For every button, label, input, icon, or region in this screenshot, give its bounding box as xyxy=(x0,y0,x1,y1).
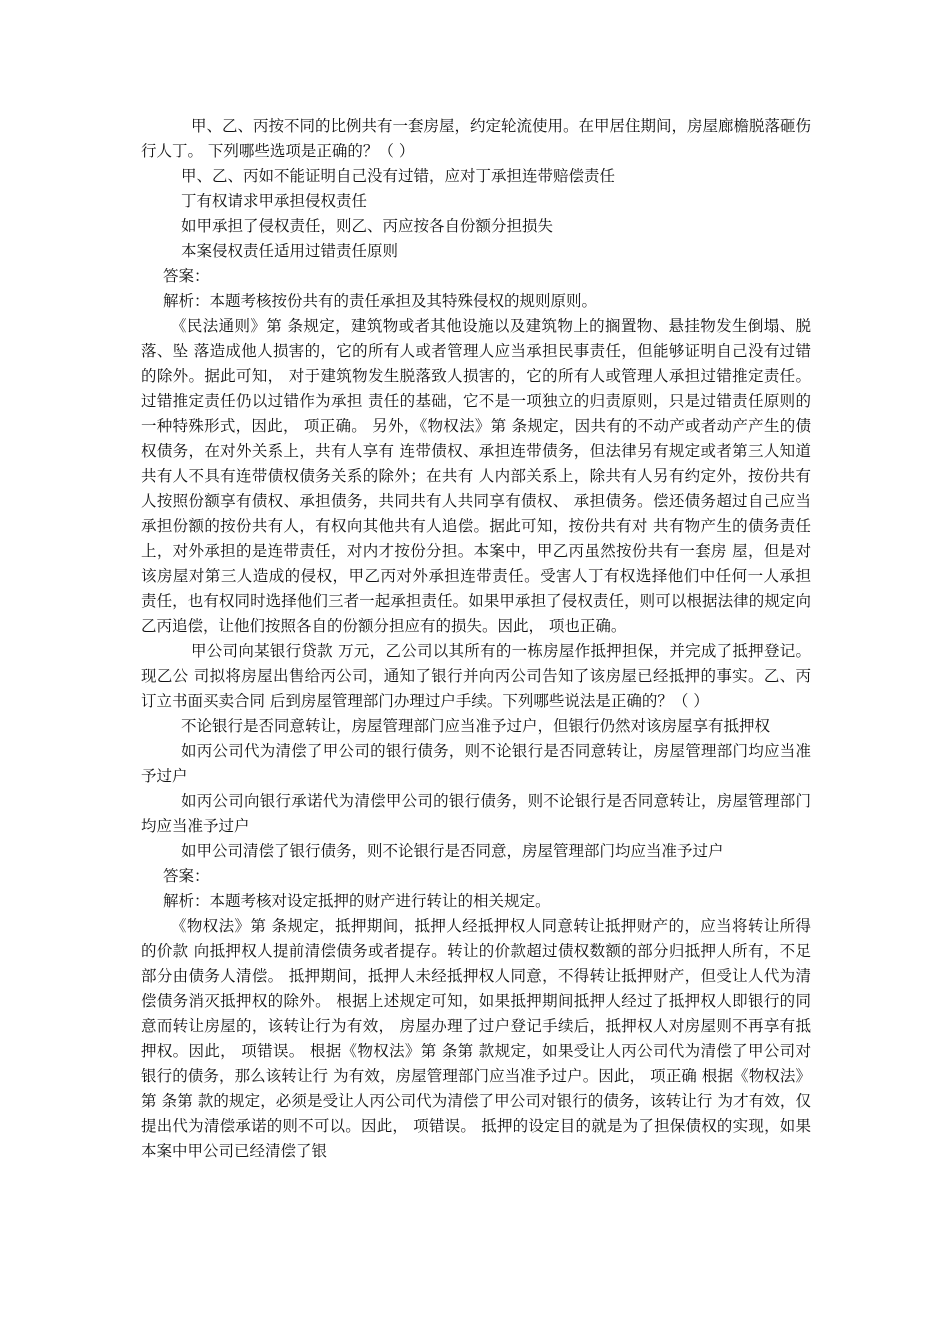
question-1-option-b: 丁有权请求甲承担侵权责任 xyxy=(181,192,368,210)
question-1-option-d: 本案侵权责任适用过错责任原则 xyxy=(181,242,399,260)
question-2-option-d: 如甲公司清偿了银行债务，则不论银行是否同意，房屋管理部门均应当准予过户 xyxy=(181,842,724,860)
question-2-option-b: 如丙公司代为清偿了甲公司的银行债务，则不论银行是否同意转让，房屋管理部门均应当准予过户 xyxy=(141,742,811,785)
question-2-analysis-body: 《物权法》第 条规定，抵押期间，抵押人经抵押权人同意转让抵押财产的，应当将转让所得的价款 向抵押权人提前清偿债务或者提存。转让的价款超过债权数额的部分归抵押人所有，不足部分由债务人清偿。 抵押期间，抵押人未经抵押权人同意，不得转让抵押财产，但受让人代为清偿债务消灭抵押权的除外。 根据上述规定可知，如果抵押期间抵押人经过了抵押权人即银行的同意而转让房屋的，该转让行为有效， 房屋办理了过户登记手续后，抵押权人对房屋则不再享有抵押权。因此， 项错误。 根据《物权法》第 条第 款规定，如果受让人丙公司代为清偿了甲公司对银行的债务，那么该转让行 为有效，房屋管理部门应当准予过户。因此， 项正确 根据《物权法》第 条第 款的规定，必须是受让人丙公司代为清偿了甲公司对银行的债务，该转让行 为才有效，仅提出代为清偿承诺的则不可以。因此， 项错误。 抵押的设定目的就是为了担保债权的实现，如果本案中甲公司已经清偿了银 xyxy=(141,917,811,1160)
question-1-analysis-body: 《民法通则》第 条规定，建筑物或者其他设施以及建筑物上的搁置物、悬挂物发生倒塌、脱落、坠 落造成他人损害的，它的所有人或者管理人应当承担民事责任，但能够证明自己没有过错的除外。据此可知， 对于建筑物发生脱落致人损害的，它的所有人或管理人承担过错推定责任。过错推定责任仍以过错作为承担 责任的基础，它不是一项独立的归责原则，只是过错责任原则的一种特殊形式，因此， 项正确。 另外，《物权法》第 条规定，因共有的不动产或者动产产生的债权债务，在对外关系上，共有人享有 连带债权、承担连带债务，但法律另有规定或者第三人知道共有人不具有连带债权债务关系的除外；在共有 人内部关系上，除共有人另有约定外，按份共有人按照份额享有债权、承担债务，共同共有人共同享有债权、 承担债务。偿还债务超过自己应当承担份额的按份共有人，有权向其他共有人追偿。据此可知，按份共有对 共有物产生的债务责任上，对外承担的是连带责任，对内才按份分担。本案中，甲乙丙虽然按份共有一套房 屋，但是对该房屋对第三人造成的侵权，甲乙丙对外承担连带责任。受害人丁有权选择他们中任何一人承担 责任，也有权同时选择他们三者一起承担责任。如果甲承担了侵权责任，则可以根据法律的规定向乙丙追偿，让他们按照各自的份额分担应有的损失。因此， 项也正确。 xyxy=(141,317,811,635)
question-1-answer-label: 答案： xyxy=(163,267,210,285)
question-2-text: 甲公司向某银行贷款 万元，乙公司以其所有的一栋房屋作抵押担保，并完成了抵押登记。现乙公 司拟将房屋出售给丙公司，通知了银行并向丙公司告知了该房屋已经抵押的事实。乙、丙订立书面买卖合同 后到房屋管理部门办理过户手续。下列哪些说法是正确的？（ ） xyxy=(141,642,811,710)
question-1-analysis-intro: 解析：本题考核按份共有的责任承担及其特殊侵权的规则原则。 xyxy=(163,292,598,310)
question-1-text: 甲、乙、丙按不同的比例共有一套房屋，约定轮流使用。在甲居住期间，房屋廊檐脱落砸伤行人丁。 下列哪些选项是正确的？（ ） xyxy=(141,117,812,160)
question-2-option-c: 如丙公司向银行承诺代为清偿甲公司的银行债务，则不论银行是否同意转让，房屋管理部门均应当准予过户 xyxy=(141,792,811,835)
question-2-option-a: 不论银行是否同意转让，房屋管理部门应当准予过户，但银行仍然对该房屋享有抵押权 xyxy=(181,717,771,735)
question-1-option-c: 如甲承担了侵权责任，则乙、丙应按各自份额分担损失 xyxy=(181,217,554,235)
question-2-answer-label: 答案： xyxy=(163,867,210,885)
document-page xyxy=(141,114,811,1164)
question-2-analysis-intro: 解析：本题考核对设定抵押的财产进行转让的相关规定。 xyxy=(163,892,551,910)
question-1-option-a: 甲、乙、丙如不能证明自己没有过错，应对丁承担连带赔偿责任 xyxy=(181,167,616,185)
